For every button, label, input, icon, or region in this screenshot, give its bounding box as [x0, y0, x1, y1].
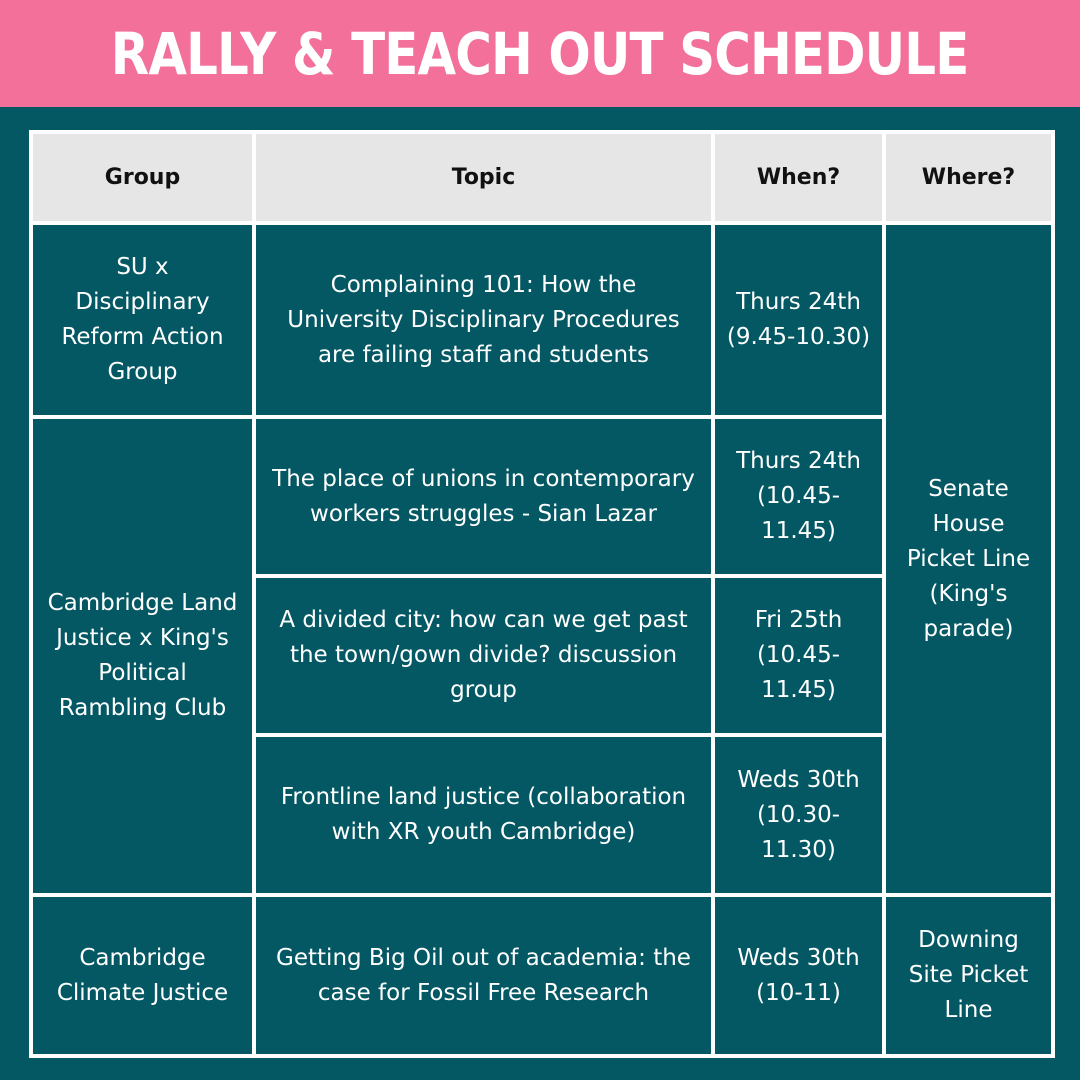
when-cell: Thurs 24th (9.45-10.30): [713, 223, 884, 417]
where-cell-senate-house: Senate House Picket Line (King's parade): [884, 223, 1053, 895]
group-cell: Cambridge Land Justice x King's Political Rambling Club: [31, 417, 254, 895]
title-banner: [0, 0, 1080, 107]
group-cell: SU x Disciplinary Reform Action Group: [31, 223, 254, 417]
topic-cell: Frontline land justice (collaboration with XR youth Cambridge): [254, 735, 713, 895]
header-when: When?: [713, 132, 884, 223]
group-cell: Cambridge Climate Justice: [31, 895, 254, 1056]
table-row: [31, 895, 1053, 1056]
table-row: [31, 223, 1053, 417]
header-topic: Topic: [254, 132, 713, 223]
when-cell: Weds 30th (10-11): [713, 895, 884, 1056]
when-cell: Weds 30th (10.30-11.30): [713, 735, 884, 895]
schedule-table: [29, 130, 1055, 1058]
topic-cell: A divided city: how can we get past the town/gown divide? discussion group: [254, 576, 713, 735]
when-cell: Fri 25th (10.45-11.45): [713, 576, 884, 735]
topic-cell: The place of unions in contemporary workers struggles - Sian Lazar: [254, 417, 713, 576]
header-group: Group: [31, 132, 254, 223]
topic-cell: Getting Big Oil out of academia: the case for Fossil Free Research: [254, 895, 713, 1056]
when-cell: Thurs 24th (10.45-11.45): [713, 417, 884, 576]
header-where: Where?: [884, 132, 1053, 223]
where-cell-downing-site: Downing Site Picket Line: [884, 895, 1053, 1056]
header-row: [31, 132, 1053, 223]
topic-cell: Complaining 101: How the University Disciplinary Procedures are failing staff and students: [254, 223, 713, 417]
page-title: RALLY & TEACH OUT SCHEDULE: [111, 19, 969, 88]
